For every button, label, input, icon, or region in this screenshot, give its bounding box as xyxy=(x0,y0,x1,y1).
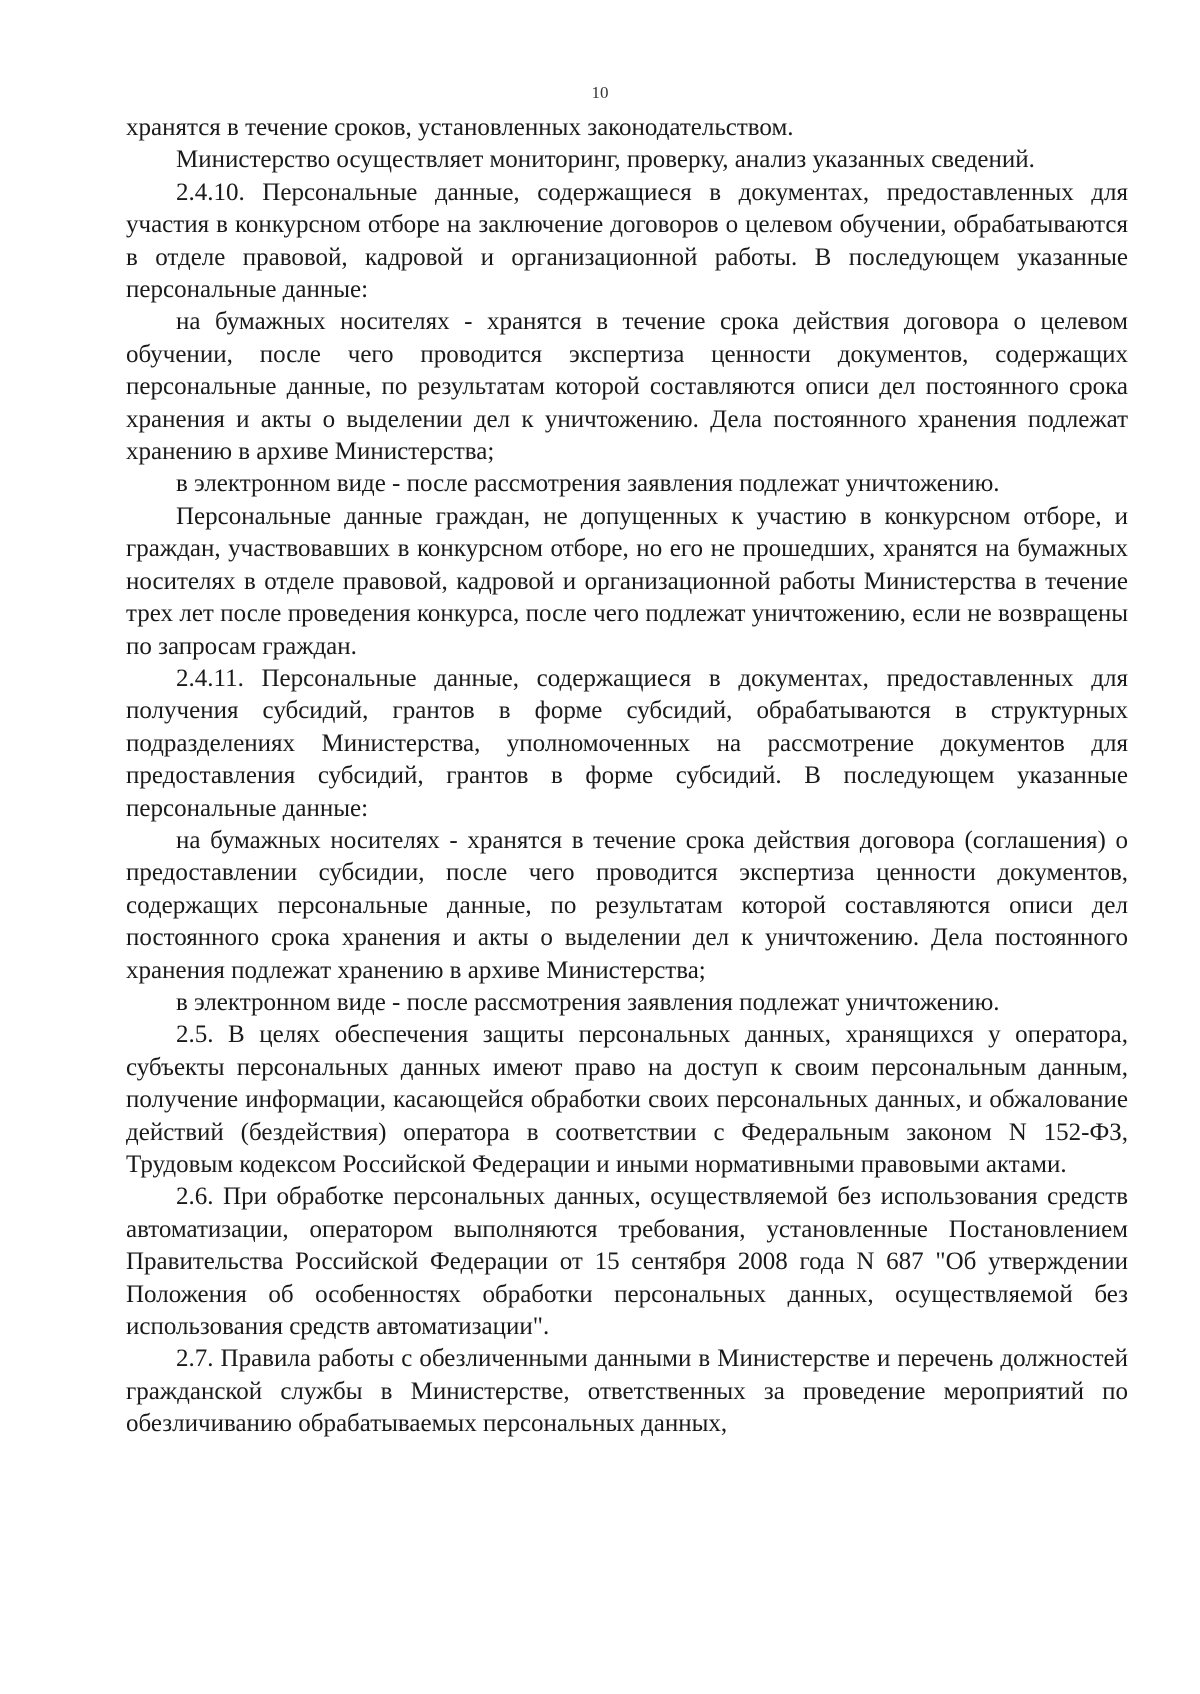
paragraph: 2.4.10. Персональные данные, содержащиеся в документах, предоставленных для участия в конкурсном отборе на заключение договоров о целевом обучении, обрабатываются в отделе правовой, кадровой и организационной работы. В последующем указанные персональные данные: xyxy=(126,178,1128,304)
paragraph: в электронном виде - после рассмотрения заявления подлежат уничтожению. xyxy=(176,470,1000,498)
document-body xyxy=(126,112,1128,1441)
paragraph: Министерство осуществляет мониторинг, проверку, анализ указанных сведений. xyxy=(176,146,1035,174)
paragraph: 2.7. Правила работы с обезличенными данными в Министерстве и перечень должностей гражданской службы в Министерстве, ответственных за проведение мероприятий по обезличиванию обрабатываемых персональных данных, xyxy=(126,1345,1128,1438)
paragraph: хранятся в течение сроков, установленных законодательством. xyxy=(126,114,794,141)
page-number: 10 xyxy=(591,83,609,102)
paragraph: 2.6. При обработке персональных данных, осуществляемой без использования средств автоматизации, оператором выполняются требования, установленные Постановлением Правительства Российской Федерации от 15 сентября 2008 года N 687 "Об утверждении Положения об особенностях обработки персональных данных, осуществляемой без использования средств автоматизации". xyxy=(126,1183,1128,1341)
paragraph: Персональные данные граждан, не допущенных к участию в конкурсном отборе, и граждан, участвовавших в конкурсном отборе, но его не прошедших, хранятся на бумажных носителях в отделе правовой, кадровой и организационной работы Министерства в течение трех лет после проведения конкурса, после чего подлежат уничтожению, если не возвращены по запросам граждан. xyxy=(126,502,1128,660)
paragraph: 2.4.11. Персональные данные, содержащиеся в документах, предоставленных для получения субсидий, грантов в форме субсидий, обрабатываются в структурных подразделениях Министерства, уполномоченных на рассмотрение документов для предоставления субсидий, грантов в форме субсидий. В последующем указанные персональные данные: xyxy=(126,664,1128,822)
paragraph: 2.5. В целях обеспечения защиты персональных данных, хранящихся у оператора, субъекты персональных данных имеют право на доступ к своим персональным данным, получение информации, касающейся обработки своих персональных данных, и обжалование действий (бездействия) оператора в соответствии с Федеральным законом N 152-ФЗ, Трудовым кодексом Российской Федерации и иными нормативными правовыми актами. xyxy=(126,1021,1128,1178)
paragraph: на бумажных носителях - хранятся в течение срока действия договора о целевом обучении, после чего проводится экспертиза ценности документов, содержащих персональные данные, по результатам которой составляются описи дел постоянного срока хранения и акты о выделении дел к уничтожению. Дела постоянного хранения подлежат хранению в архиве Министерства; xyxy=(126,308,1128,466)
paragraph: в электронном виде - после рассмотрения заявления подлежат уничтожению. xyxy=(176,988,1000,1016)
paragraph: на бумажных носителях - хранятся в течение срока действия договора (соглашения) о предоставлении субсидии, после чего проводится экспертиза ценности документов, содержащих персональные данные, по результатам которой составляются описи дел постоянного срока хранения и акты о выделении дел к уничтожению. Дела постоянного хранения подлежат хранению в архиве Министерства; xyxy=(126,826,1128,984)
